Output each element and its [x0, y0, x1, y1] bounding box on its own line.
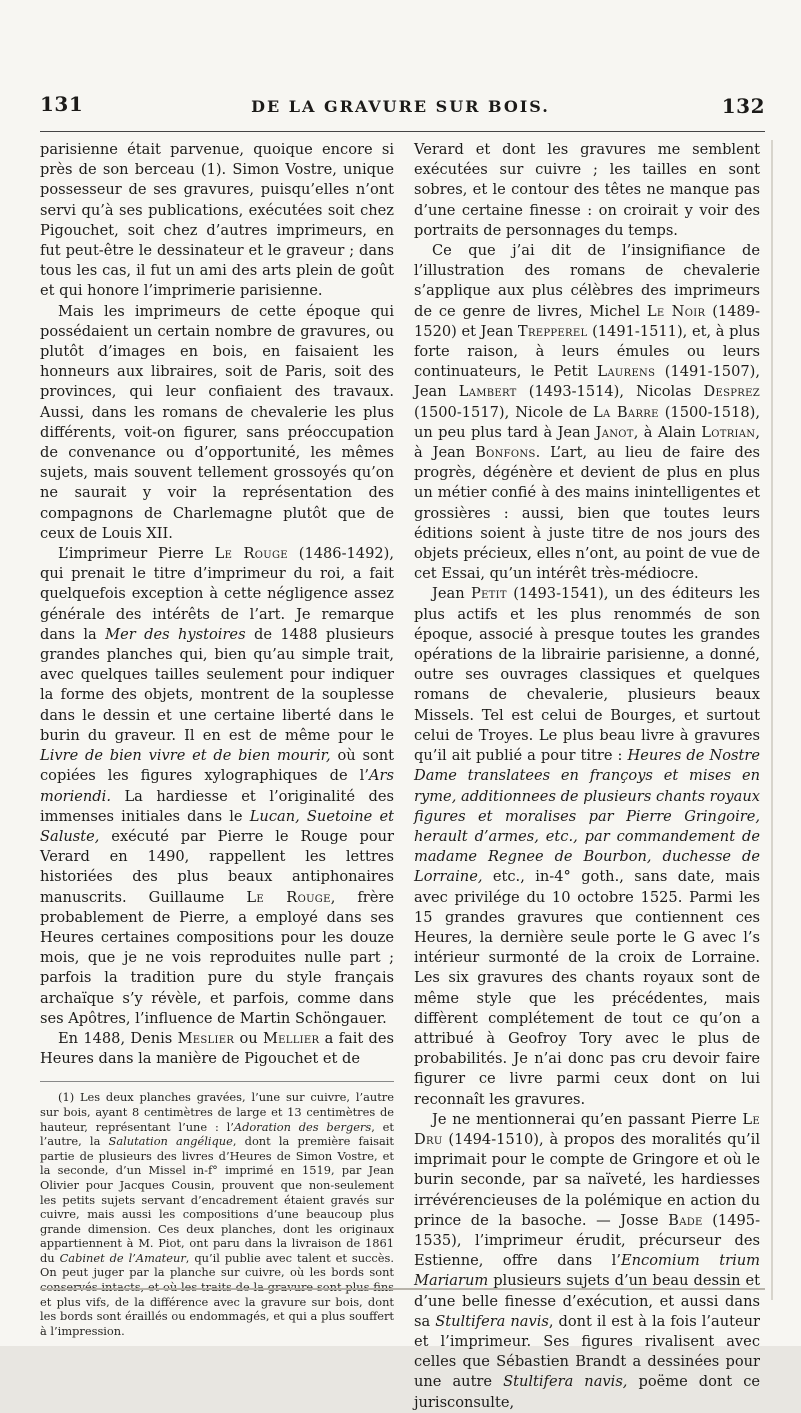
printer-name: Trepperel — [517, 322, 588, 340]
paragraph: Je ne mentionnerai qu’en passant Pierre Le Dru (1494-1510), à propos des moralités qu’il imprimait pour le compte de Gringore et où le burin seconde, par sa naïveté, les hardiesses irrévérencieuses de la polémique en action du prince de la basoche. — Josse Bade (1495-1535), l’imprimeur érudit, précurseur des Estienne, offre dans l’Encomium trium Mariarum plusieurs sujets d’un beau dessin et d’une belle finesse d’exécution, et aussi dans sa Stultifera navis, dont il est à la fois l’auteur et l’imprimeur. Ses figures rivalisent avec celles que Sébastien Brandt a dessinées pour une autre Stultifera navis, poëme dont ce jurisconsulte, — [414, 1110, 761, 1411]
paragraph: Verard et dont les gravures me semblent exécutées sur cuivre ; les tailles en sont sobres, et le contour des têtes ne manque pas d’une certaine finesse : on croirait y voir des portraits de personnages du temps. — [414, 141, 760, 239]
page-number-right: 132 — [721, 94, 765, 118]
bottom-rule — [40, 1288, 765, 1290]
book-title: Stultifera navis, — [503, 1373, 628, 1391]
paragraph: Mais les imprimeurs de cette époque qui possédaient un certain nombre de gravures, ou plutôt d’images en bois, en faisaient les honneurs aux libraires, soit de Paris, soit des provinces, qui leur confiaient des travaux. Aussi, dans les romans de chevalerie les plus différents, voit-on figurer, sans préoccupation de convenance ou d’opportunité, les mêmes sujets, mais souvent tellement grossoyés qu’on ne saurait y voir la représentation des compagnons de Charlemagne plutôt que de ceux de Louis XII. — [40, 302, 394, 542]
printer-name: La Barre — [593, 403, 659, 421]
paragraph: En 1488, Denis Meslier ou Mellier a fait des Heures dans la manière de Pigouchet et de — [40, 1029, 394, 1068]
book-title: Heures de Nostre Dame translatees en françoys et mises en ryme, additionnees de plusieurs chants royaux figures et moralises par Pierre Gringoire, herault d’armes, etc., par commandement de madame Regnee de Bourbon, duchesse de Lorraine, — [414, 747, 760, 886]
printer-name: Janot — [595, 423, 634, 441]
printer-name: Desprez — [703, 383, 760, 401]
paragraph: parisienne était parvenue, quoique encore si près de son berceau (1). Simon Vostre, unique possesseur de ses gravures, puisqu’elles n’ont servi qu’à ses publications, exécutées soit chez Pigouchet, soit chez d’autres imprimeurs, en fut peut-être le dessinateur et le graveur ; dans tous les cas, il fut un ami des arts plein de goût et qui honore l’imprimerie parisienne. — [40, 141, 394, 300]
running-title: DE LA GRAVURE SUR BOIS. — [251, 97, 550, 116]
printer-name: Le Rouge — [246, 888, 331, 906]
printer-name: Bonfons — [475, 444, 536, 462]
printer-name: Le Noir — [646, 302, 706, 320]
printer-name: Lambert — [458, 383, 517, 401]
book-title: Livre de bien vivre et de bien mourir, — [40, 747, 331, 765]
paragraph: L’imprimeur Pierre Le Rouge (1486-1492), qui prenait le titre d’imprimeur du roi, a fait quelquefois exception à cette négligence assez générale des intérêts de l’art. Je remarque dans la Mer des hystoires de 1488 plusieurs grandes planches qui, bien qu’au simple trait, avec quelques tailles seulement pour indiquer la forme des objets, montrent de la souplesse dans le dessin et une certaine liberté dans le burin du graveur. Il en est de même pour le Livre de bien vivre et de bien mourir, où sont copiées les figures xylographiques de l’Ars moriendi. La hardiesse et l’originalité des immenses initiales dans le Lucan, Suetoine et Saluste, exécuté par Pierre le Rouge pour Verard en 1490, rappellent les lettres historiées des plus beaux antiphonaires manuscrits. Guillaume Le Rouge, frère probablement de Pierre, a employé dans ses Heures certaines compositions pour les douze mois, que je ne vois reproduites nulle part ; parfois la tradition pure du style français archaïque s’y révèle, et parfois, comme dans ses Apôtres, l’influence de Martin Schöngauer. — [40, 545, 395, 1027]
footnote-rule — [40, 1081, 394, 1082]
book-title: Encomium trium Mariarum — [414, 1252, 760, 1290]
page-header — [0, 88, 801, 118]
footnote: (1) Les deux planches gravées, l’une sur cuivre, l’autre sur bois, ayant 8 centimètres de large et 13 centimètres de hauteur, représentant l’une : l’Adoration des bergers, et l’autre, la Salutation angélique, dont la première faisait partie de plusieurs des livres d’Heures de Simon Vostre, et la seconde, d’un Missel in-f° imprimé en 1519, par Jean Olivier pour Jacques Cousin, prouvent que non-seulement les petits sujets servant d’encadrement étaient gravés sur cuivre, mais aussi les compositions d’une beaucoup plus grande dimension. Ces deux planches, dont les originaux appartiennent à M. Piot, ont paru dans la livraison de 1861 du Cabinet de l’Amateur, qu’il publie avec talent et succès. On peut juger par la planche sur cuivre, où les bords sont conservés intacts, et où les traits de la gravure sont plus fins et plus vifs, de la différence avec la gravure sur bois, dont les bords sont éraillés ou endommagés, et qui a plus souffert à l’impression. — [40, 1090, 395, 1338]
printer-name: Mellier — [262, 1029, 320, 1047]
book-title: Lucan, Suetoine et Saluste, — [40, 807, 394, 845]
paragraph: Jean Petit (1493-1541), un des éditeurs les plus actifs et les plus renommés de son époque, associé à presque toutes les grandes opérations de la librairie parisienne, a donné, outre ses ouvrages classiques et quelques romans de chevalerie, plusieurs beaux Missels. Tel est celui de Bourges, et surtout celui de Troyes. Le plus beau livre à gravures qu’il ait publié a pour titre : Heures de Nostre Dame translatees en françoys et mises en ryme, additionnees de plusieurs chants royaux figures et moralises par Pierre Gringoire, herault d’armes, etc., par commandement de madame Regnee de Bourbon, duchesse de Lorraine, etc., in-4° goth., sans date, mais avec privilége du 10 octobre 1525. Parmi les 15 grandes gravures que contiennent ces Heures, la dernière seule porte le G avec l’s intérieur surmonté de la croix de Lorraine. Les six gravures des chants royaux sont de même style que les précédentes, mais diffèrent complétement de tout ce qu’on a attribué à Geofroy Tory avec le plus de probabilités. Je n’ai donc pas cru devoir faire figurer ce livre parmi ceux dont on lui reconnaît les gravures. — [414, 585, 760, 1108]
printer-name: Laurens — [597, 363, 656, 381]
printer-name: Lotrian — [701, 423, 756, 441]
page-edge-shadow — [771, 140, 773, 1300]
header-rule — [40, 131, 765, 132]
printer-name: Le Rouge — [214, 545, 288, 563]
page-number-left: 131 — [40, 92, 84, 116]
left-column — [40, 140, 394, 1338]
book-title: Stultifera navis — [435, 1312, 549, 1330]
printer-name: Le Dru — [414, 1110, 760, 1148]
printer-name: Meslier — [177, 1029, 235, 1047]
book-title: Ars moriendi. — [40, 767, 394, 805]
right-column — [414, 140, 760, 1413]
printer-name: Petit — [470, 585, 507, 603]
printer-name: Bade — [668, 1211, 703, 1229]
book-title: Mer des hystoires — [105, 625, 246, 643]
paragraph: Ce que j’ai dit de l’insignifiance de l’illustration des romans de chevalerie s’applique aux plus célèbres des imprimeurs de ce genre de livres, Michel Le Noir (1489-1520) et Jean Trepperel (1491-1511), et, à plus forte raison, à leurs émules ou leurs continuateurs, le Petit Laurens (1491-1507), Jean Lambert (1493-1514), Nicolas Desprez (1500-1517), Nicole de La Barre (1500-1518), un peu plus tard à Jean Janot, à Alain Lotrian, à Jean Bonfons. L’art, au lieu de faire des progrès, dégénère et devient de plus en plus un métier confié à des mains inintelligentes et grossières : aussi, bien que toutes leurs éditions soient à juste titre de nos jours des objets précieux, elles n’ont, au point de vue de cet Essai, qu’un intérêt très-médiocre. — [414, 242, 761, 583]
